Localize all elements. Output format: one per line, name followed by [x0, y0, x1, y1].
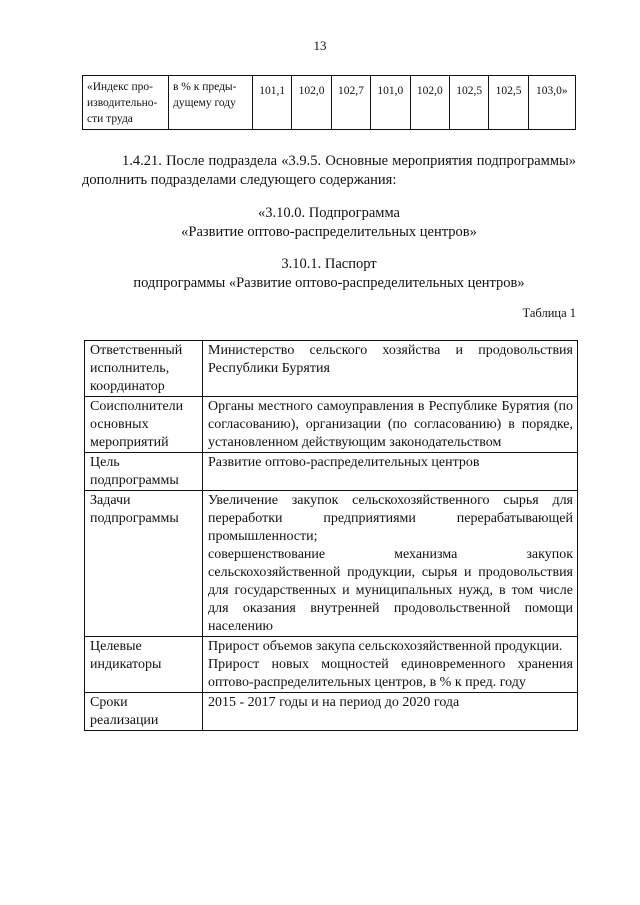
row-value-line: Развитие оптово-распределительных центров	[208, 455, 480, 470]
table-row	[83, 76, 576, 130]
section-heading-line1: «3.10.0. Подпрограмма	[257, 205, 400, 221]
passport-table	[84, 340, 578, 731]
table-row	[85, 453, 578, 491]
row-value	[203, 491, 578, 637]
value-cell: 103,0»	[528, 76, 575, 130]
row-value-line: совершенствование механизма закупок сельскохозяйственной продукции, сырья и продовольствия для государственных и муниципальных нужд, в том числе для оказания внутренней продовольственной помощи населению	[208, 547, 573, 634]
row-value	[203, 341, 578, 397]
passport-heading-line2: подпрограммы «Развитие оптово-распределительных центров»	[133, 275, 525, 291]
table-caption: Таблица 1	[522, 306, 576, 320]
indicator-name-cell: «Индекс про-изводительно-сти труда	[83, 76, 169, 130]
row-value-line: Прирост объемов закупа сельскохозяйственной продукции.	[208, 639, 563, 654]
passport-heading	[82, 255, 576, 293]
section-heading	[82, 204, 576, 242]
table-row	[85, 397, 578, 453]
section-heading-line2: «Развитие оптово-распределительных центров»	[181, 224, 477, 240]
value-cell: 102,0	[410, 76, 449, 130]
amendment-paragraph: 1.4.21. После подраздела «3.9.5. Основные мероприятия подпрограммы» дополнить подразделами следующего содержания:	[82, 153, 576, 188]
page-number: 13	[313, 38, 327, 53]
value-cell: 101,0	[371, 76, 410, 130]
value-cell: 102,5	[449, 76, 488, 130]
row-label: Задачи подпрограммы	[85, 491, 203, 637]
table-row	[85, 637, 578, 693]
row-label: Целевые индикаторы	[85, 637, 203, 693]
row-label: Соисполнители основных мероприятий	[85, 397, 203, 453]
row-value	[203, 693, 578, 731]
row-value	[203, 637, 578, 693]
value-cell: 102,0	[292, 76, 331, 130]
row-value-line: 2015 - 2017 годы и на период до 2020 года	[208, 695, 460, 710]
row-label: Сроки реализации	[85, 693, 203, 731]
row-value-line: Прирост новых мощностей единовременного хранения оптово-распределительных центров, в % к пред. году	[208, 657, 573, 690]
passport-heading-line1: 3.10.1. Паспорт	[281, 256, 377, 272]
row-label: Цель подпрограммы	[85, 453, 203, 491]
row-value	[203, 453, 578, 491]
row-value-line: Органы местного самоуправления в Республике Бурятия (по согласованию), организации (по согласованию) в порядке, установленном действующим законодательством	[208, 399, 573, 450]
table-row	[85, 491, 578, 637]
value-cell: 102,5	[489, 76, 528, 130]
row-value	[203, 397, 578, 453]
row-label: Ответственный исполнитель, координатор	[85, 341, 203, 397]
table-row	[85, 693, 578, 731]
value-cell: 101,1	[253, 76, 292, 130]
table-row	[85, 341, 578, 397]
row-value-line: Увеличение закупок сельскохозяйственного сырья для переработки предприятиями перерабатывающей промышленности;	[208, 493, 573, 544]
indicator-table	[82, 75, 576, 130]
value-cell: 102,7	[331, 76, 370, 130]
row-value-line: Министерство сельского хозяйства и продовольствия Республики Бурятия	[208, 343, 573, 376]
indicator-unit-cell: в % к преды-дущему году	[169, 76, 253, 130]
